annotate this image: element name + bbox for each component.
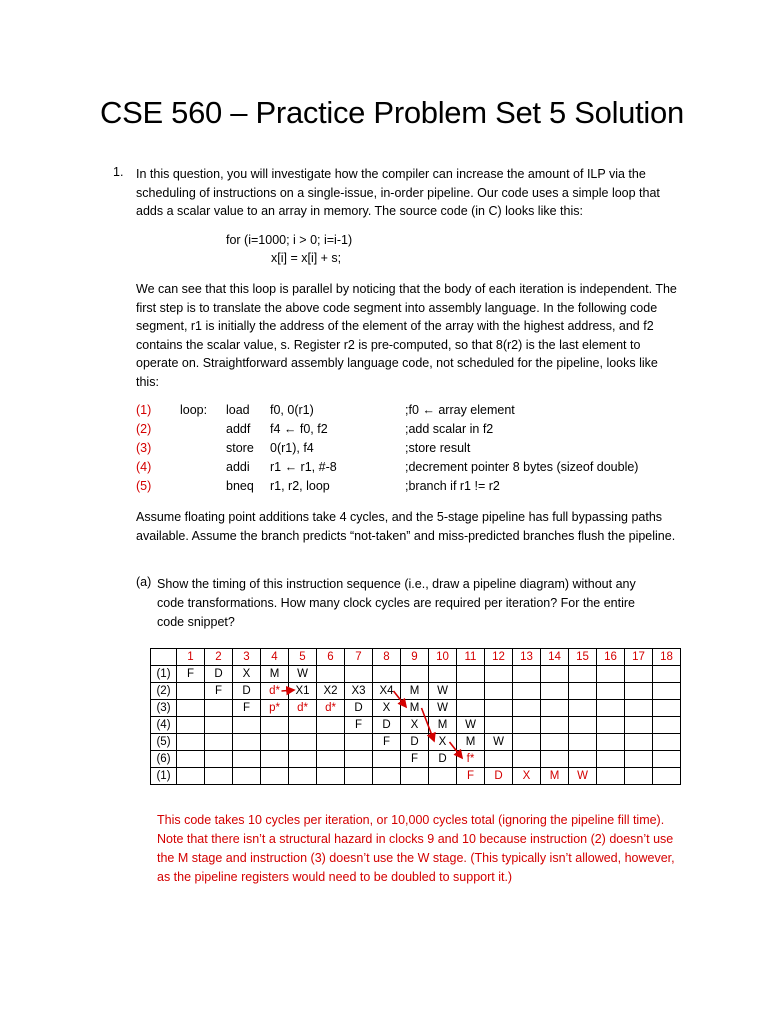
stage-cell xyxy=(261,734,289,751)
stage-cell xyxy=(401,768,429,785)
stage-cell xyxy=(233,768,261,785)
source-code-line-2: x[i] = x[i] + s; xyxy=(271,251,342,265)
stage-cell xyxy=(457,700,485,717)
pipeline-row xyxy=(151,734,681,751)
cycle-header: 2 xyxy=(205,649,233,666)
stage-cell xyxy=(373,666,401,683)
stage-cell xyxy=(205,751,233,768)
stage-cell xyxy=(261,768,289,785)
stage-cell xyxy=(653,734,681,751)
cycle-header: 16 xyxy=(597,649,625,666)
stage-cell xyxy=(513,734,541,751)
cycle-header: 4 xyxy=(261,649,289,666)
stage-cell: W xyxy=(429,683,457,700)
stage-cell xyxy=(513,683,541,700)
stage-cell: D xyxy=(429,751,457,768)
stage-cell: M xyxy=(429,717,457,734)
stage-cell xyxy=(653,768,681,785)
stage-cell: d* xyxy=(261,683,289,700)
stage-cell xyxy=(541,734,569,751)
stage-cell: X xyxy=(513,768,541,785)
stage-cell xyxy=(513,700,541,717)
stage-cell xyxy=(485,683,513,700)
asm-comment: ;decrement pointer 8 bytes (sizeof double) xyxy=(405,460,639,474)
stage-cell xyxy=(233,717,261,734)
stage-cell: F xyxy=(401,751,429,768)
stage-cell xyxy=(541,666,569,683)
stage-cell xyxy=(485,666,513,683)
stage-cell xyxy=(597,768,625,785)
stage-cell xyxy=(541,683,569,700)
stage-cell xyxy=(569,666,597,683)
paragraph-assumptions: Assume floating point additions take 4 cycles, and the 5-stage pipeline has full bypassing paths available. Assume the branch predicts “not-taken” and miss-predicted branches flush the pipeline. xyxy=(136,510,676,543)
stage-cell: W xyxy=(289,666,317,683)
stage-cell xyxy=(401,666,429,683)
cycle-header: 8 xyxy=(373,649,401,666)
cycle-header: 3 xyxy=(233,649,261,666)
source-code-line-1: for (i=1000; i > 0; i=i-1) xyxy=(226,233,353,247)
cycle-header: 11 xyxy=(457,649,485,666)
stage-cell: X4 xyxy=(373,683,401,700)
asm-operands: r1 ← r1, #-8 xyxy=(270,460,337,474)
part-a-label: (a) xyxy=(136,575,152,589)
asm-line-number: (2) xyxy=(136,422,152,436)
stage-cell xyxy=(653,666,681,683)
cycle-header: 1 xyxy=(177,649,205,666)
stage-cell xyxy=(205,717,233,734)
stage-cell: X2 xyxy=(317,683,345,700)
cycle-header: 9 xyxy=(401,649,429,666)
asm-operands: r1, r2, loop xyxy=(270,479,330,493)
stage-cell xyxy=(541,717,569,734)
question-intro: In this question, you will investigate how the compiler can increase the amount of ILP via the scheduling of instructions on a single-issue, in-order pipeline. Our code uses a simple loop that adds a scalar value to an array in memory. The source code (in C) looks like this: xyxy=(136,167,660,218)
cycle-header: 10 xyxy=(429,649,457,666)
stage-cell xyxy=(261,751,289,768)
stage-cell xyxy=(485,717,513,734)
stage-cell xyxy=(653,717,681,734)
stage-cell: X xyxy=(233,666,261,683)
pipeline-row xyxy=(151,717,681,734)
stage-cell: M xyxy=(401,700,429,717)
stage-cell xyxy=(625,683,653,700)
asm-opcode: addf xyxy=(226,422,251,436)
stage-cell xyxy=(569,751,597,768)
pipeline-row xyxy=(151,768,681,785)
stage-cell: M xyxy=(457,734,485,751)
asm-opcode: bneq xyxy=(226,479,254,493)
stage-cell xyxy=(597,666,625,683)
question-number: 1. xyxy=(113,165,124,179)
stage-cell: F xyxy=(177,666,205,683)
stage-cell xyxy=(513,717,541,734)
stage-cell xyxy=(625,700,653,717)
paragraph-translation: We can see that this loop is parallel by noticing that the body of each iteration is independent. The first step is to translate the above code segment into assembly language. In the following code segment, r1 is initially the address of the element of the array with the highest address, and f2 contains the scalar value, s. Register r2 is pre-computed, so that 8(r2) is the last element to operate on. Straightforward assembly language code, not scheduled for the pipeline, looks like this: xyxy=(136,282,677,389)
stage-cell xyxy=(541,751,569,768)
asm-line-number: (1) xyxy=(136,403,152,417)
stage-cell xyxy=(233,751,261,768)
asm-opcode: load xyxy=(226,403,250,417)
stage-cell xyxy=(177,768,205,785)
cycle-header: 18 xyxy=(653,649,681,666)
stage-cell: W xyxy=(569,768,597,785)
stage-cell xyxy=(597,683,625,700)
stage-cell xyxy=(317,717,345,734)
stage-cell xyxy=(177,751,205,768)
stage-cell xyxy=(205,768,233,785)
stage-cell: F xyxy=(457,768,485,785)
stage-cell: X1 xyxy=(289,683,317,700)
stage-cell xyxy=(289,768,317,785)
pipeline-row xyxy=(151,751,681,768)
asm-operands: 0(r1), f4 xyxy=(270,441,314,455)
instruction-label: (3) xyxy=(151,700,177,717)
asm-comment: ;add scalar in f2 xyxy=(405,422,494,436)
stage-cell xyxy=(177,683,205,700)
stage-cell xyxy=(317,734,345,751)
asm-operands: f4 ← f0, f2 xyxy=(270,422,328,436)
instruction-label: (4) xyxy=(151,717,177,734)
pipeline-row xyxy=(151,683,681,700)
stage-cell xyxy=(205,734,233,751)
stage-cell xyxy=(345,768,373,785)
stage-cell xyxy=(345,734,373,751)
stage-cell: M xyxy=(261,666,289,683)
stage-cell xyxy=(373,768,401,785)
cycle-header: 13 xyxy=(513,649,541,666)
solution-text: This code takes 10 cycles per iteration, or 10,000 cycles total (ignoring the pipeline fill time). Note that there isn’t a structural hazard in clocks 9 and 10 because instruction (2) doesn’t use the M stage and instruction (3) doesn’t use the W stage. (This typically isn’t allowed, however, as the pipeline registers would need to be doubled to support it.) xyxy=(157,813,675,884)
stage-cell: X xyxy=(429,734,457,751)
stage-cell xyxy=(289,751,317,768)
stage-cell xyxy=(205,700,233,717)
stage-cell: d* xyxy=(289,700,317,717)
stage-cell xyxy=(373,751,401,768)
stage-cell xyxy=(513,751,541,768)
asm-operands: f0, 0(r1) xyxy=(270,403,314,417)
instruction-label: (1) xyxy=(151,666,177,683)
stage-cell xyxy=(653,700,681,717)
stage-cell xyxy=(289,717,317,734)
stage-cell xyxy=(233,734,261,751)
stage-cell xyxy=(177,700,205,717)
stage-cell: D xyxy=(373,717,401,734)
stage-cell: D xyxy=(401,734,429,751)
asm-opcode: addi xyxy=(226,460,250,474)
asm-opcode: store xyxy=(226,441,254,455)
stage-cell xyxy=(653,683,681,700)
stage-cell xyxy=(625,768,653,785)
cycle-header: 5 xyxy=(289,649,317,666)
stage-cell xyxy=(177,717,205,734)
stage-cell: p* xyxy=(261,700,289,717)
cycle-header: 14 xyxy=(541,649,569,666)
stage-cell: X3 xyxy=(345,683,373,700)
pipeline-header-row xyxy=(151,649,681,666)
stage-cell: D xyxy=(345,700,373,717)
stage-cell: F xyxy=(233,700,261,717)
stage-cell: F xyxy=(205,683,233,700)
stage-cell xyxy=(457,683,485,700)
stage-cell: F xyxy=(345,717,373,734)
stage-cell: D xyxy=(233,683,261,700)
stage-cell xyxy=(485,751,513,768)
stage-cell xyxy=(513,666,541,683)
stage-cell: d* xyxy=(317,700,345,717)
stage-cell xyxy=(429,768,457,785)
stage-cell xyxy=(569,700,597,717)
stage-cell xyxy=(345,666,373,683)
stage-cell: W xyxy=(457,717,485,734)
stage-cell xyxy=(597,700,625,717)
stage-cell xyxy=(485,700,513,717)
page-title: CSE 560 – Practice Problem Set 5 Solution xyxy=(100,95,684,130)
stage-cell xyxy=(317,751,345,768)
cycle-header: 7 xyxy=(345,649,373,666)
stage-cell xyxy=(625,717,653,734)
stage-cell xyxy=(625,666,653,683)
stage-cell xyxy=(597,734,625,751)
stage-cell xyxy=(625,751,653,768)
stage-cell xyxy=(569,734,597,751)
part-a-question: Show the timing of this instruction sequence (i.e., draw a pipeline diagram) without any code transformations. How many clock cycles are required per iteration? For the entire code snippet? xyxy=(157,577,636,629)
asm-comment: ;branch if r1 != r2 xyxy=(405,479,500,493)
stage-cell: M xyxy=(541,768,569,785)
cycle-header: 6 xyxy=(317,649,345,666)
stage-cell: D xyxy=(485,768,513,785)
stage-cell xyxy=(625,734,653,751)
asm-comment: ;store result xyxy=(405,441,471,455)
stage-cell xyxy=(569,717,597,734)
stage-cell: M xyxy=(401,683,429,700)
stage-cell xyxy=(317,666,345,683)
pipeline-corner-cell xyxy=(151,649,177,666)
instruction-label: (2) xyxy=(151,683,177,700)
asm-line-number: (3) xyxy=(136,441,152,455)
asm-line-number: (4) xyxy=(136,460,152,474)
stage-cell xyxy=(597,751,625,768)
stage-cell: X xyxy=(373,700,401,717)
stage-cell xyxy=(569,683,597,700)
asm-line-number: (5) xyxy=(136,479,152,493)
stage-cell xyxy=(177,734,205,751)
asm-comment: ;f0 ← array element xyxy=(405,403,515,417)
instruction-label: (5) xyxy=(151,734,177,751)
pipeline-row xyxy=(151,666,681,683)
cycle-header: 17 xyxy=(625,649,653,666)
stage-cell xyxy=(653,751,681,768)
stage-cell: W xyxy=(429,700,457,717)
cycle-header: 15 xyxy=(569,649,597,666)
stage-cell xyxy=(457,666,485,683)
stage-cell: f* xyxy=(457,751,485,768)
stage-cell xyxy=(597,717,625,734)
stage-cell: W xyxy=(485,734,513,751)
stage-cell xyxy=(289,734,317,751)
stage-cell: D xyxy=(205,666,233,683)
stage-cell xyxy=(345,751,373,768)
stage-cell: F xyxy=(373,734,401,751)
stage-cell xyxy=(261,717,289,734)
stage-cell xyxy=(429,666,457,683)
pipeline-row xyxy=(151,700,681,717)
pipeline-diagram xyxy=(150,648,681,785)
stage-cell xyxy=(541,700,569,717)
instruction-label: (1) xyxy=(151,768,177,785)
stage-cell xyxy=(317,768,345,785)
asm-label: loop: xyxy=(180,403,208,417)
instruction-label: (6) xyxy=(151,751,177,768)
stage-cell: X xyxy=(401,717,429,734)
cycle-header: 12 xyxy=(485,649,513,666)
